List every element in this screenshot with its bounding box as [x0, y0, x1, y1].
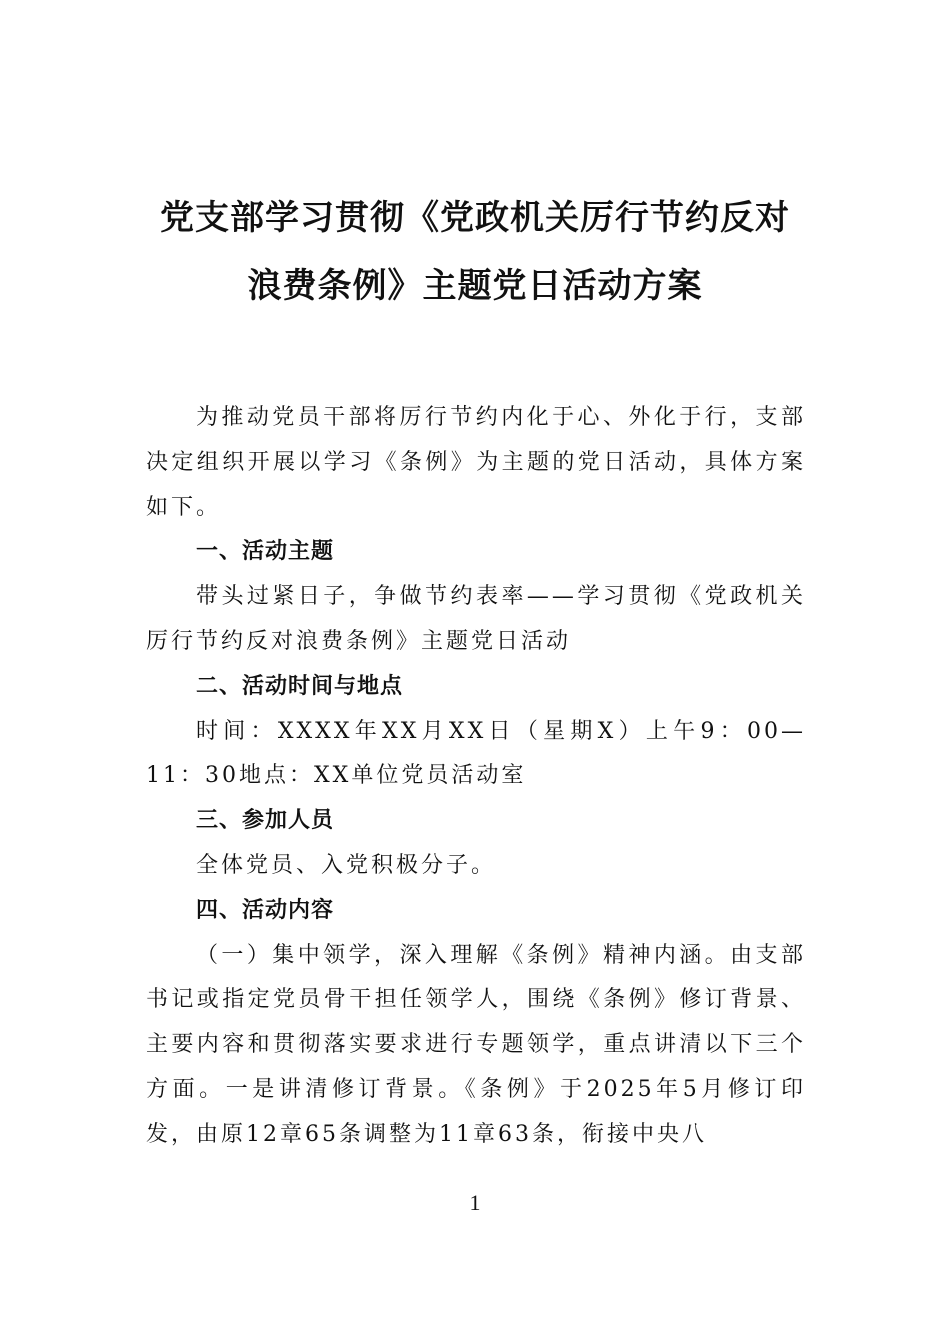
section-heading-participants: 三、参加人员 [196, 808, 335, 834]
section-paragraph-theme: 带头过紧日子，争做节约表率——学习贯彻《党政机关厉行节约反对浪费条例》主题党日活动 [146, 584, 806, 654]
document-title-line-2: 浪费条例》主题党日活动方案 [247, 266, 703, 306]
intro-paragraph: 为推动党员干部将厉行节约内化于心、外化于行，支部决定组织开展以学习《条例》为主题的党日活动，具体方案如下。 [146, 405, 806, 520]
section-heading-theme: 一、活动主题 [196, 539, 335, 565]
page-number: 1 [469, 1190, 481, 1215]
section-paragraph-participants: 全体党员、入党积极分子。 [196, 852, 497, 878]
section-paragraph-time-place: 时间：XXXX年XX月XX日（星期X）上午9：00—11：30地点：XX单位党员活动室 [146, 718, 806, 789]
document-body [146, 396, 806, 1158]
section-paragraph-content: （一）集中领学，深入理解《条例》精神内涵。由支部书记或指定党员骨干担任领学人，围绕《条例》修订背景、主要内容和贯彻落实要求进行专题领学，重点讲清以下三个方面。一是讲清修订背景。《条例》于2025年5月修订印发，由原12章65条调整为11章63条，衔接中央八 [146, 942, 806, 1147]
section-heading-time-place: 二、活动时间与地点 [196, 673, 404, 699]
document-title-line-1: 党支部学习贯彻《党政机关厉行节约反对 [160, 198, 790, 238]
section-heading-content: 四、活动内容 [196, 897, 335, 923]
